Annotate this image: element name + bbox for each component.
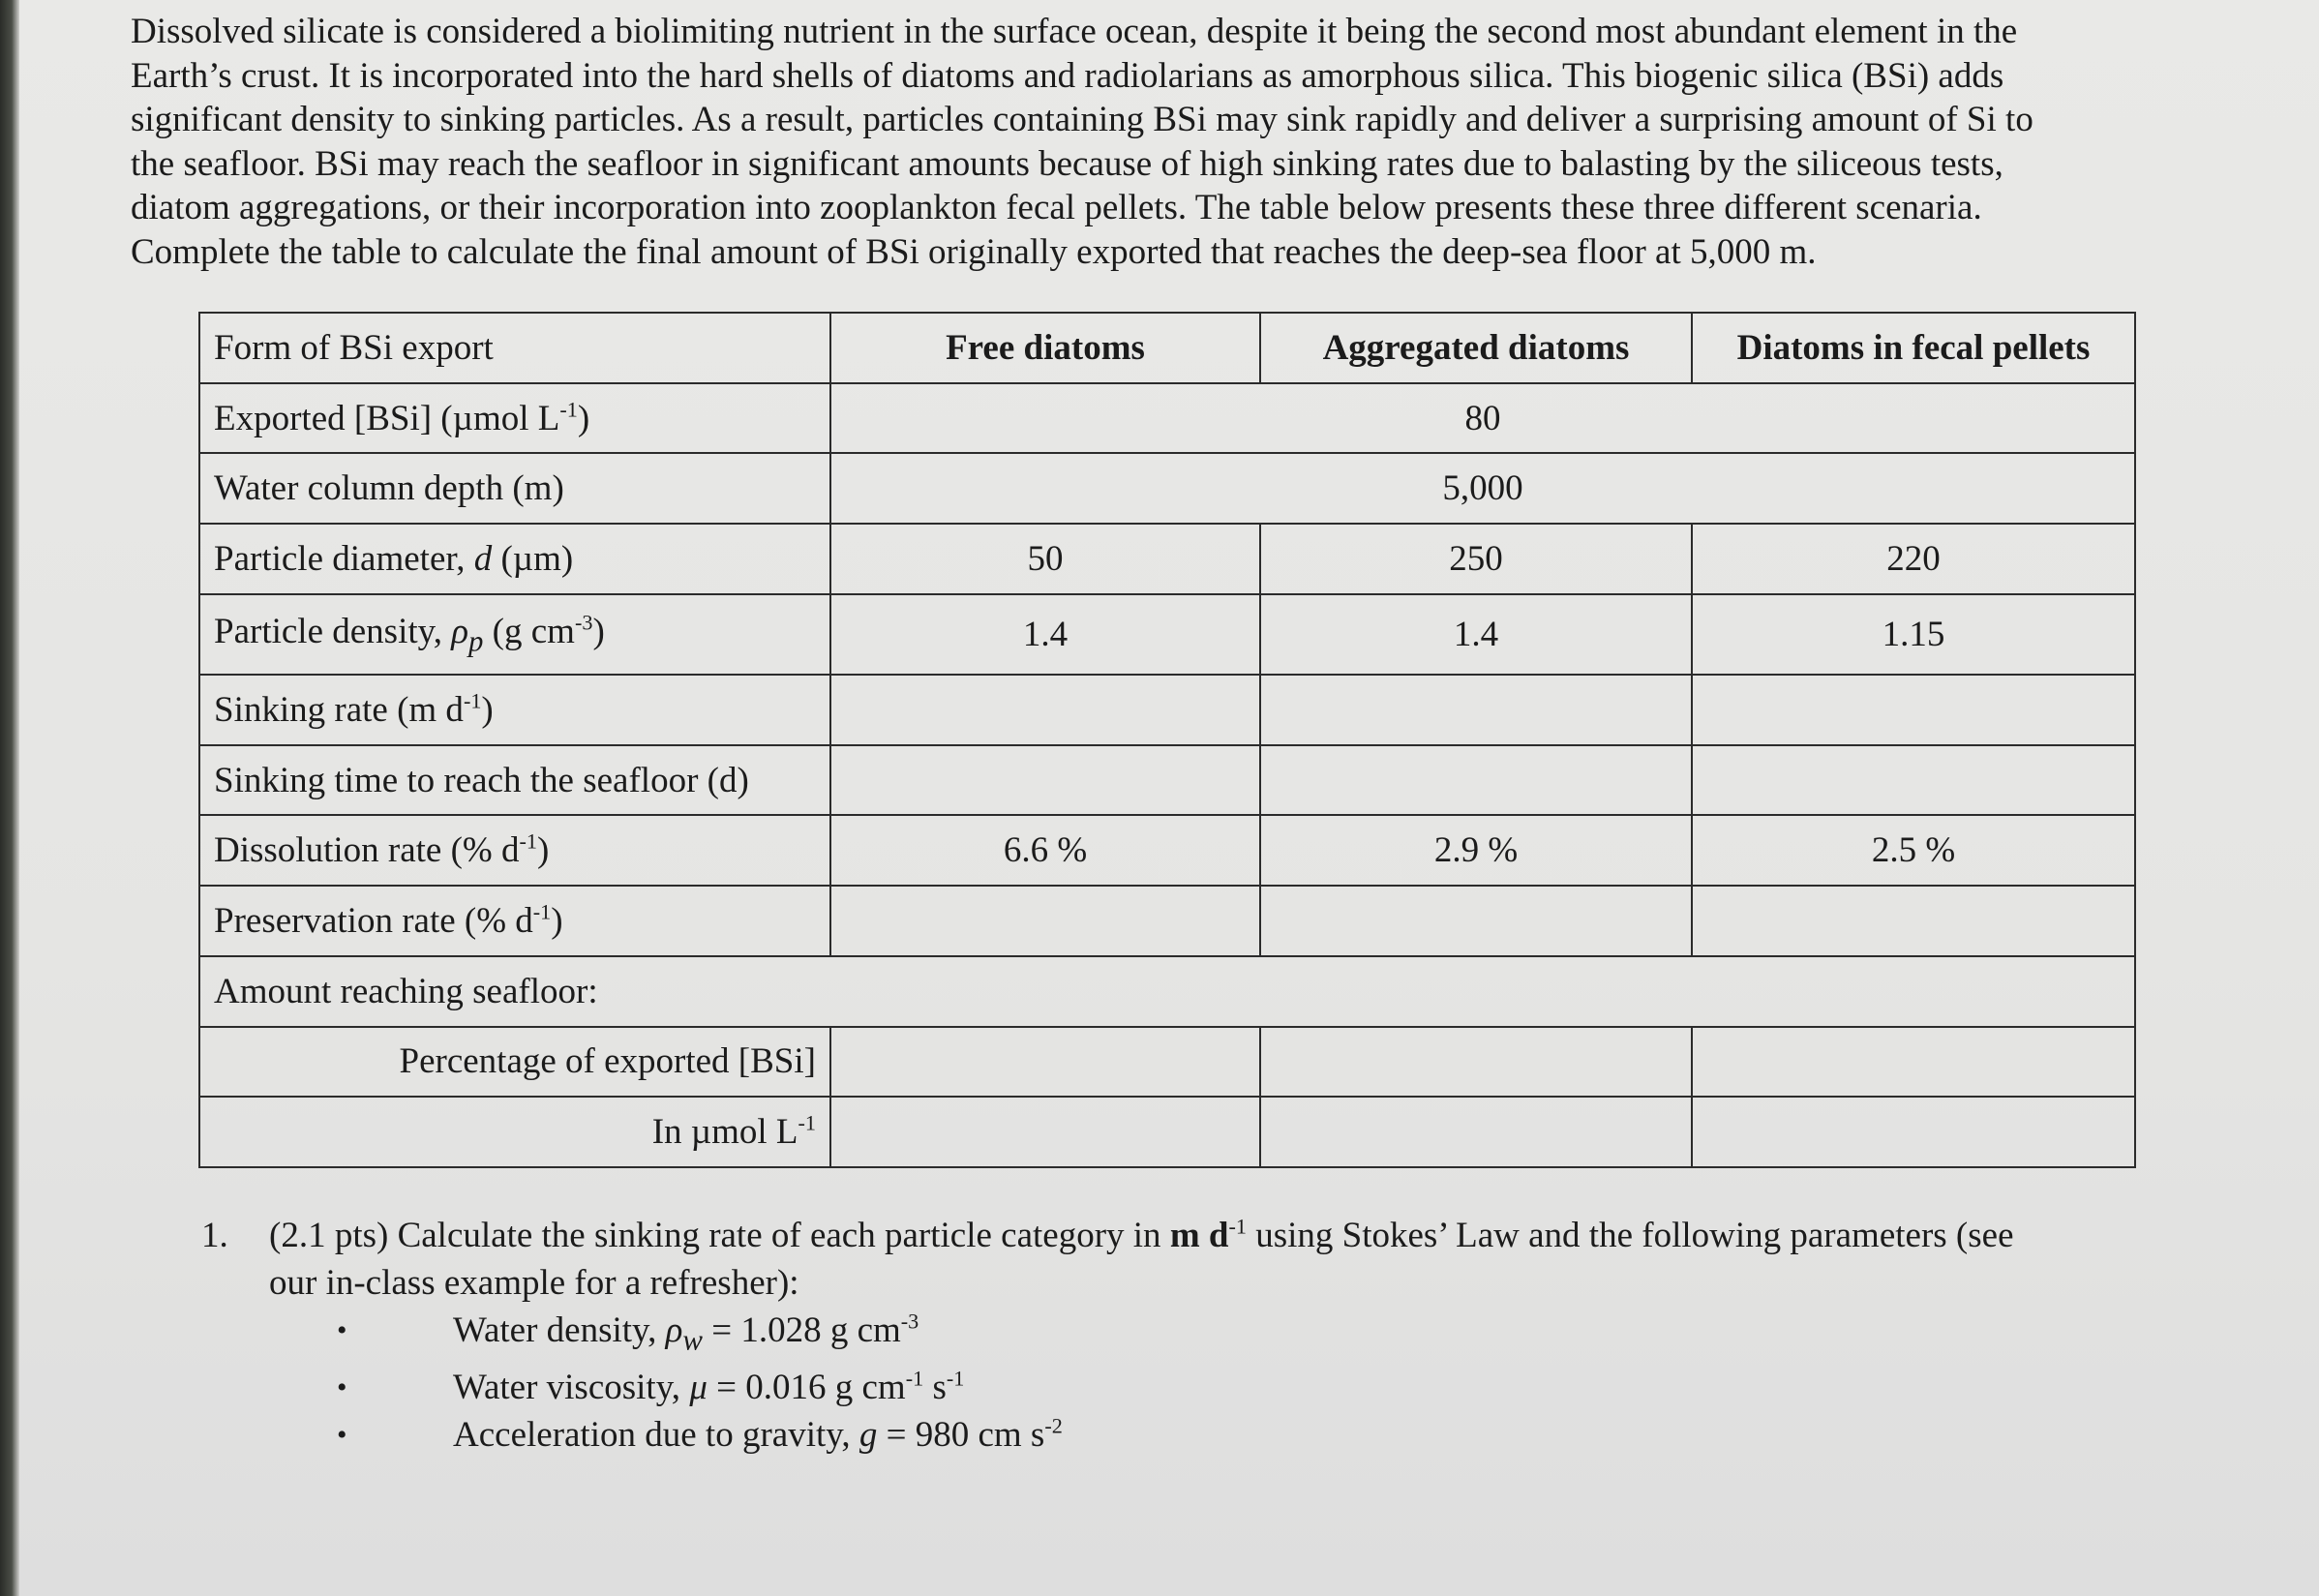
- row-label-diameter: Particle diameter, d (µm): [199, 524, 830, 594]
- intro-line: significant density to sinking particles. As a result, particles containing BSi may sink rapidly and deliver a surprising amount of Si to: [131, 100, 2033, 139]
- blank-cell[interactable]: [1260, 675, 1692, 745]
- table-row-header: [199, 313, 2135, 383]
- table-row-percentage: [199, 1027, 2135, 1098]
- question-line-2: our in-class example for a refresher):: [269, 1263, 799, 1303]
- table-row-depth: [199, 453, 2135, 524]
- bullet-icon: •: [337, 1314, 347, 1346]
- intro-line: the seafloor. BSi may reach the seafloor in significant amounts because of high sinking rates due to balasting by the siliceous tests,: [131, 143, 2003, 184]
- header-aggregated-diatoms: Aggregated diatoms: [1260, 313, 1692, 383]
- parameter-water-viscosity: • Water viscosity, μ = 0.016 g $cm^{-1}$ $s^{-1}$: [337, 1364, 2234, 1411]
- photo-edge: [0, 0, 19, 1596]
- blank-cell[interactable]: [1260, 1097, 1692, 1167]
- intro-line: Dissolved silicate is considered a biolimiting nutrient in the surface ocean, despite it being the second most abundant element in the: [131, 12, 2018, 51]
- blank-cell[interactable]: [1692, 675, 2135, 745]
- table-row-density: [199, 594, 2135, 675]
- row-label-sinking-rate: Sinking rate (m $d^{-1}$): [199, 675, 830, 745]
- row-label-umol: In µmol $L^{-1}$: [199, 1097, 830, 1167]
- intro-line: diatom aggregations, or their incorporation into zooplankton fecal pellets. The table below presents these three different scenaria.: [131, 188, 1982, 227]
- table-row-sinking-rate: [199, 675, 2135, 745]
- blank-cell[interactable]: [1692, 1097, 2135, 1167]
- row-label-exported: Exported [BSi] (µmol $L^{-1}$): [199, 383, 830, 454]
- blank-cell[interactable]: [1260, 1027, 1692, 1098]
- row-label-depth: Water column depth (m): [199, 453, 830, 524]
- question-1: [201, 1212, 2234, 1459]
- exported-value: 80: [830, 383, 2135, 454]
- question-text: [269, 1212, 2234, 1307]
- row-label-density: Particle density, $\rho_p$ (g $cm^{-3}$): [199, 594, 830, 675]
- bsi-table: [198, 312, 2136, 1168]
- intro-line: Complete the table to calculate the final amount of BSi originally exported that reaches the deep-sea floor at 5,000 m.: [131, 231, 1817, 272]
- header-free-diatoms: Free diatoms: [830, 313, 1260, 383]
- blank-cell[interactable]: [1692, 745, 2135, 816]
- row-label-preservation: Preservation rate (% $d^{-1}$): [199, 886, 830, 956]
- table-row-amount: [199, 956, 2135, 1027]
- parameter-list: [337, 1307, 2234, 1459]
- blank-cell[interactable]: [830, 745, 1260, 816]
- blank-cell[interactable]: [1260, 886, 1692, 956]
- table-row-dissolution: [199, 815, 2135, 886]
- row-label-percentage: Percentage of exported [BSi]: [199, 1027, 830, 1098]
- table-row-exported: [199, 383, 2135, 454]
- blank-cell[interactable]: [830, 1097, 1260, 1167]
- blank-cell[interactable]: [830, 1027, 1260, 1098]
- depth-value: 5,000: [830, 453, 2135, 524]
- table-row-umol: [199, 1097, 2135, 1167]
- intro-paragraph: [131, 10, 2260, 274]
- question-number: 1.: [201, 1216, 228, 1255]
- row-label-dissolution: Dissolution rate (% $d^{-1}$): [199, 815, 830, 886]
- dissolution-free: 6.6 %: [830, 815, 1260, 886]
- parameter-gravity: • Acceleration due to gravity, g = 980 cm $s^{-2}$: [337, 1411, 2234, 1459]
- dissolution-fecal: 2.5 %: [1692, 815, 2135, 886]
- blank-cell[interactable]: [830, 886, 1260, 956]
- blank-cell[interactable]: [1692, 886, 2135, 956]
- bullet-icon: •: [337, 1419, 347, 1452]
- row-label-amount: Amount reaching seafloor:: [199, 956, 2135, 1027]
- blank-cell[interactable]: [1692, 1027, 2135, 1098]
- bullet-icon: •: [337, 1371, 347, 1404]
- diameter-aggregated: 250: [1260, 524, 1692, 594]
- table-row-diameter: [199, 524, 2135, 594]
- row-label-sinking-time: Sinking time to reach the seafloor (d): [199, 745, 830, 816]
- diameter-free: 50: [830, 524, 1260, 594]
- parameter-water-density: • Water density, $\rho_w = 1.028$ g $cm^{-3}$: [337, 1307, 2234, 1364]
- header-fecal-pellets: Diatoms in fecal pellets: [1692, 313, 2135, 383]
- blank-cell[interactable]: [830, 675, 1260, 745]
- blank-cell[interactable]: [1260, 745, 1692, 816]
- table-row-preservation: [199, 886, 2135, 956]
- intro-line: Earth’s crust. It is incorporated into the hard shells of diatoms and radiolarians as amorphous silica. This biogenic silica (BSi) adds: [131, 55, 2004, 96]
- density-free: 1.4: [830, 594, 1260, 675]
- density-fecal: 1.15: [1692, 594, 2135, 675]
- question-line-1: (2.1 pts) Calculate the sinking rate of each particle category in m $d^{-1}$ using Stokes’ Law and the following parameters (see: [269, 1214, 2014, 1255]
- diameter-fecal: 220: [1692, 524, 2135, 594]
- table-row-sinking-time: [199, 745, 2135, 816]
- dissolution-aggregated: 2.9 %: [1260, 815, 1692, 886]
- density-aggregated: 1.4: [1260, 594, 1692, 675]
- header-form-label: Form of BSi export: [199, 313, 830, 383]
